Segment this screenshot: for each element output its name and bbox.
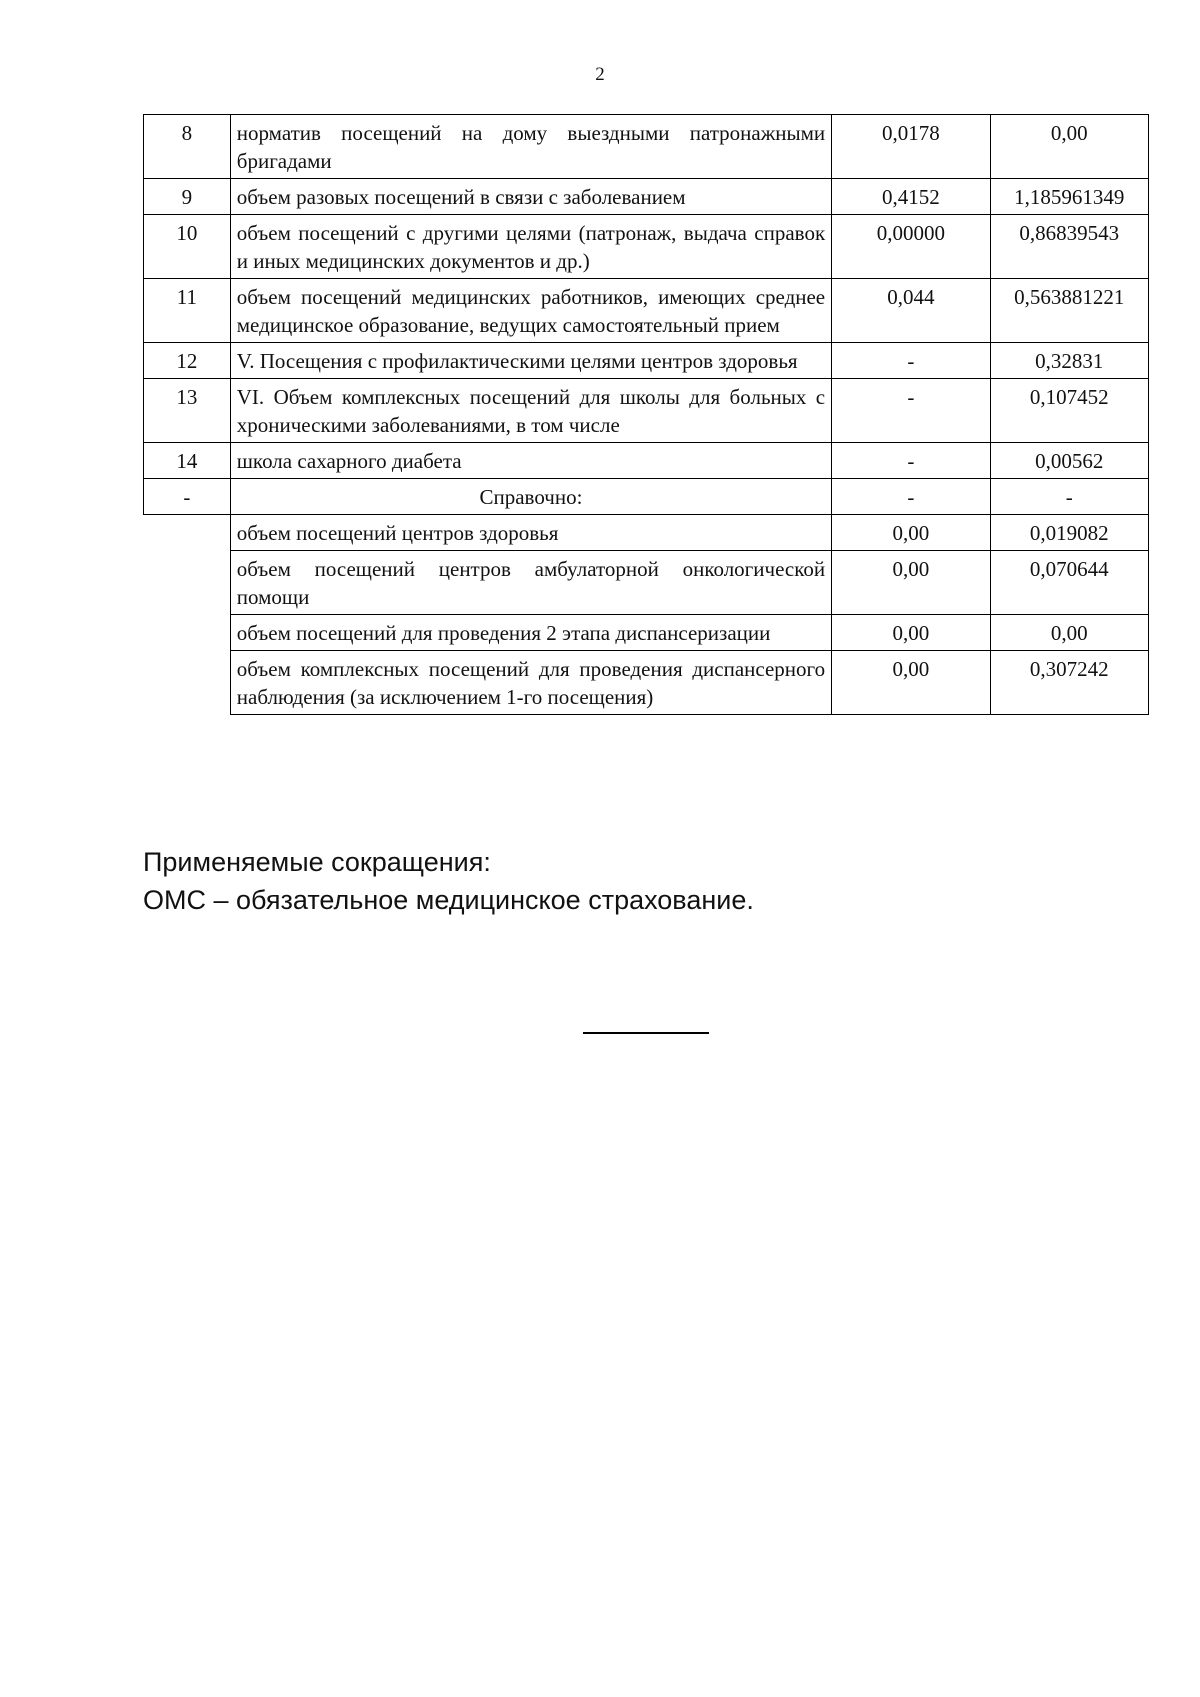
row-name: объем комплексных посещений для проведения диспансерного наблюдения (за исключением 1-го посещения) xyxy=(230,651,831,715)
row-name: объем посещений с другими целями (патронаж, выдача справок и иных медицинских документов и др.) xyxy=(230,215,831,279)
row-name: норматив посещений на дому выездными патронажными бригадами xyxy=(230,115,831,179)
row-number: 13 xyxy=(144,379,231,443)
abbreviations-block xyxy=(143,843,754,919)
row-value-1: - xyxy=(832,379,990,443)
row-value-2: 1,185961349 xyxy=(990,179,1148,215)
reference-row xyxy=(144,651,1149,715)
reference-heading: Справочно: xyxy=(230,479,831,515)
row-value-1: - xyxy=(832,343,990,379)
table-row xyxy=(144,179,1149,215)
row-value-1: 0,4152 xyxy=(832,179,990,215)
row-value-2: 0,00 xyxy=(990,115,1148,179)
row-number: 14 xyxy=(144,443,231,479)
row-value-1: 0,00 xyxy=(832,515,990,551)
table-row xyxy=(144,343,1149,379)
row-name: объем посещений медицинских работников, имеющих среднее медицинское образование, ведущих самостоятельный прием xyxy=(230,279,831,343)
empty-cell xyxy=(144,515,231,551)
empty-cell xyxy=(144,551,231,615)
reference-row xyxy=(144,515,1149,551)
row-value-1: 0,00 xyxy=(832,615,990,651)
reference-row xyxy=(144,551,1149,615)
page-number: 2 xyxy=(595,64,605,85)
row-value-1: 0,00000 xyxy=(832,215,990,279)
row-number: - xyxy=(144,479,231,515)
closing-rule xyxy=(583,1032,709,1034)
table-row xyxy=(144,379,1149,443)
table-row xyxy=(144,215,1149,279)
row-value-2: 0,070644 xyxy=(990,551,1148,615)
row-name: V. Посещения с профилактическими целями центров здоровья xyxy=(230,343,831,379)
empty-cell xyxy=(144,615,231,651)
abbreviation-item: ОМС – обязательное медицинское страхование. xyxy=(143,885,754,915)
row-name: объем посещений для проведения 2 этапа диспансеризации xyxy=(230,615,831,651)
row-value-2: 0,307242 xyxy=(990,651,1148,715)
row-value-2: 0,00 xyxy=(990,615,1148,651)
row-value-1: 0,0178 xyxy=(832,115,990,179)
row-value-2: 0,00562 xyxy=(990,443,1148,479)
row-number: 11 xyxy=(144,279,231,343)
row-value-2: - xyxy=(990,479,1148,515)
row-value-2: 0,86839543 xyxy=(990,215,1148,279)
row-value-1: 0,044 xyxy=(832,279,990,343)
row-value-1: 0,00 xyxy=(832,651,990,715)
row-name: объем разовых посещений в связи с заболеванием xyxy=(230,179,831,215)
row-value-2: 0,563881221 xyxy=(990,279,1148,343)
table-row xyxy=(144,279,1149,343)
row-value-2: 0,019082 xyxy=(990,515,1148,551)
table-row xyxy=(144,479,1149,515)
row-number: 9 xyxy=(144,179,231,215)
row-number: 8 xyxy=(144,115,231,179)
abbreviations-heading: Применяемые сокращения: xyxy=(143,847,491,877)
row-value-1: 0,00 xyxy=(832,551,990,615)
table-row xyxy=(144,443,1149,479)
row-value-2: 0,107452 xyxy=(990,379,1148,443)
row-name: VI. Объем комплексных посещений для школы для больных с хроническими заболеваниями, в том числе xyxy=(230,379,831,443)
row-name: школа сахарного диабета xyxy=(230,443,831,479)
row-name: объем посещений центров амбулаторной онкологической помощи xyxy=(230,551,831,615)
table-row xyxy=(144,115,1149,179)
row-name: объем посещений центров здоровья xyxy=(230,515,831,551)
empty-cell xyxy=(144,651,231,715)
norms-table xyxy=(143,114,1149,715)
row-value-1: - xyxy=(832,443,990,479)
row-value-2: 0,32831 xyxy=(990,343,1148,379)
row-number: 10 xyxy=(144,215,231,279)
reference-row xyxy=(144,615,1149,651)
row-number: 12 xyxy=(144,343,231,379)
row-value-1: - xyxy=(832,479,990,515)
